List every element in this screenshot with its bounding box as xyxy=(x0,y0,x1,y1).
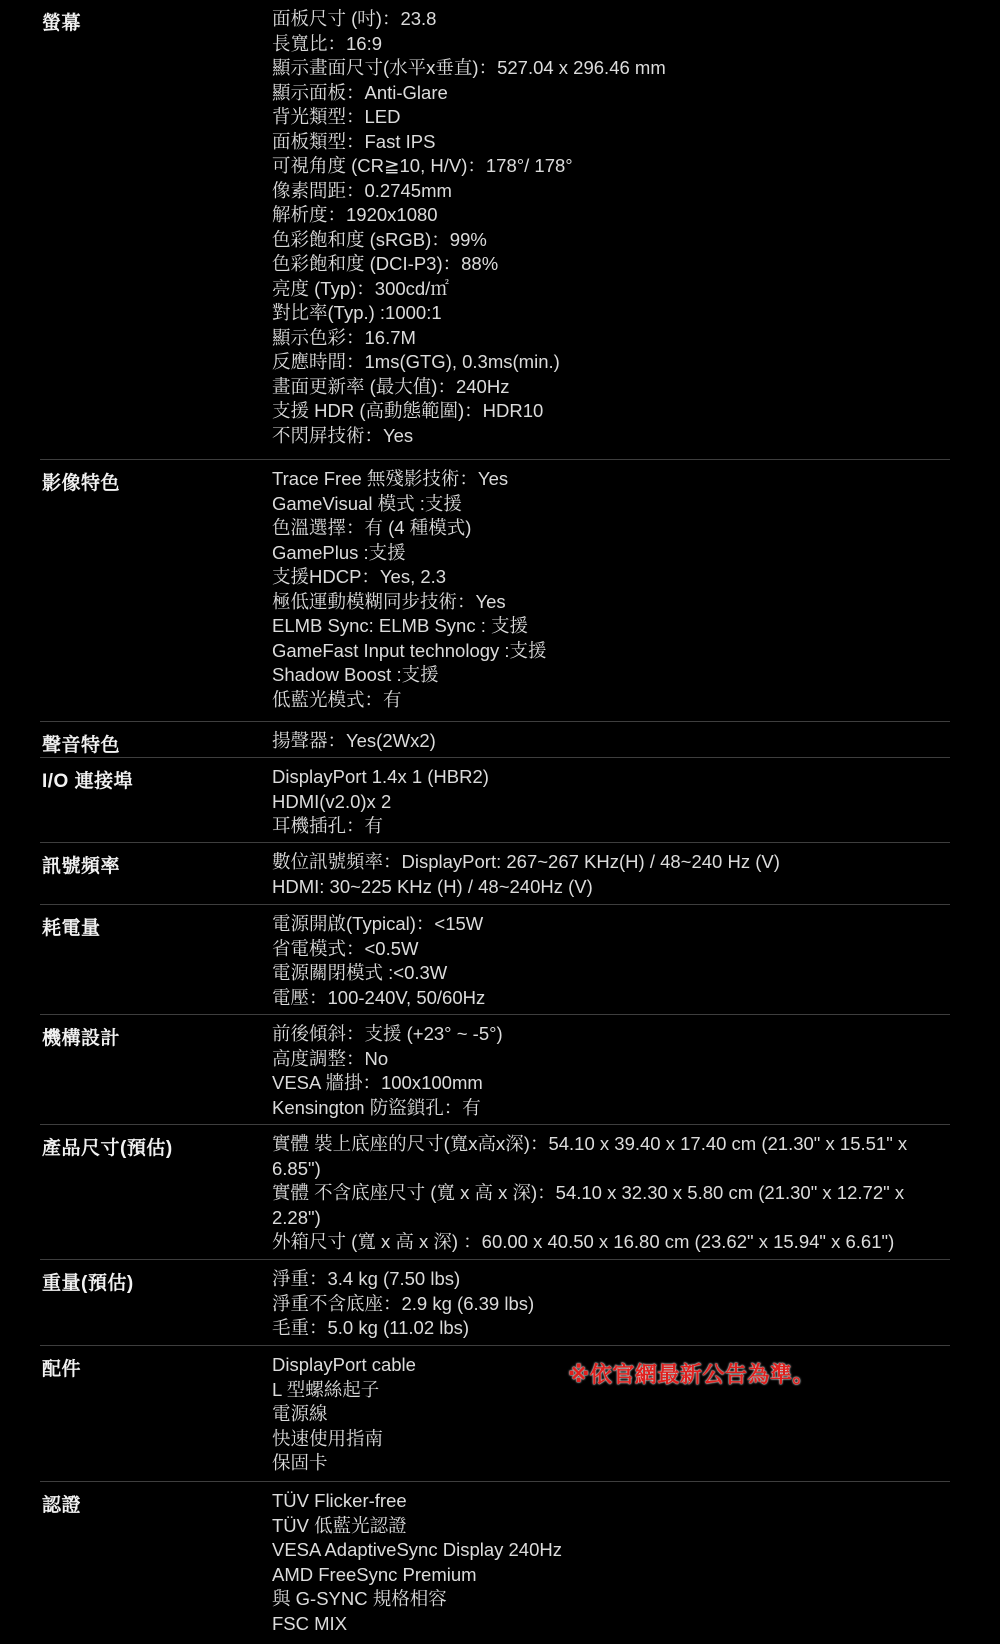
section-lines xyxy=(272,7,952,448)
spec-line: GameFast Input technology :支援 xyxy=(272,639,547,661)
spec-line: 顯示畫面尺寸(水平x垂直)：527.04 x 296.46 mm xyxy=(272,57,666,78)
spec-line: 與 G-SYNC 規格相容 xyxy=(272,1588,447,1609)
section-lines xyxy=(272,729,952,754)
spec-line: 實體 不含底座尺寸 (寬 x 高 x 深)：54.10 x 32.30 x 5.80 cm (21.30" x 12.72" x xyxy=(272,1182,905,1203)
spec-section xyxy=(40,1014,950,1118)
spec-line: 反應時間：1ms(GTG), 0.3ms(min.) xyxy=(272,351,560,372)
spec-section xyxy=(40,1124,950,1252)
section-label: 產品尺寸(預估) xyxy=(42,1138,173,1159)
spec-line: FSC MIX xyxy=(272,1612,348,1634)
spec-line: 電壓：100-240V, 50/60Hz xyxy=(272,986,486,1008)
spec-line: 6.85") xyxy=(272,1157,321,1179)
section-label: 耗電量 xyxy=(42,918,101,939)
spec-line: GamePlus :支援 xyxy=(272,541,406,563)
section-lines xyxy=(272,765,952,839)
spec-line: 低藍光模式：有 xyxy=(272,688,402,710)
spec-line: 外箱尺寸 (寬 x 高 x 深) ：60.00 x 40.50 x 16.80 cm (23.62" x 15.94" x 6.61") xyxy=(272,1231,895,1252)
spec-line: 電源關閉模式 :<0.3W xyxy=(272,962,448,983)
spec-line: 淨重不含底座：2.9 kg (6.39 lbs) xyxy=(272,1292,535,1314)
section-label: 配件 xyxy=(42,1359,82,1380)
spec-line: 高度調整：No xyxy=(272,1047,389,1069)
spec-line: 電源開啟(Typical)：<15W xyxy=(272,913,484,934)
spec-line: 可視角度 (CR≧10, H/V)：178°/ 178° xyxy=(272,155,573,176)
spec-section xyxy=(40,1481,950,1634)
spec-section xyxy=(40,459,950,710)
spec-line: 背光類型：LED xyxy=(272,106,401,127)
section-label: 螢幕 xyxy=(42,13,82,34)
spec-line: DisplayPort cable xyxy=(272,1354,416,1375)
section-lines xyxy=(272,850,952,899)
section-lines xyxy=(272,1132,952,1255)
spec-line: TÜV 低藍光認證 xyxy=(272,1514,407,1536)
section-lines xyxy=(272,1267,952,1341)
spec-line: 解析度：1920x1080 xyxy=(272,204,438,225)
spec-line: 支援 HDR (高動態範圍)：HDR10 xyxy=(272,400,544,421)
spec-line: 保固卡 xyxy=(272,1452,328,1473)
spec-line: Kensington 防盜鎖孔：有 xyxy=(272,1096,481,1118)
section-lines xyxy=(272,912,952,1010)
spec-line: 不閃屏技術：Yes xyxy=(272,424,414,446)
spec-line: 亮度 (Typ)：300cd/㎡ xyxy=(272,277,449,299)
section-label: 機構設計 xyxy=(42,1028,121,1049)
spec-section xyxy=(40,904,950,1008)
section-lines xyxy=(272,1489,952,1636)
spec-section xyxy=(40,721,950,756)
spec-line: HDMI: 30~225 KHz (H) / 48~240Hz (V) xyxy=(272,875,593,897)
section-label: 影像特色 xyxy=(42,473,121,494)
section-lines xyxy=(272,467,952,712)
spec-line: 毛重：5.0 kg (11.02 lbs) xyxy=(272,1317,470,1338)
spec-line: ELMB Sync: ELMB Sync : 支援 xyxy=(272,615,528,636)
section-label: 認證 xyxy=(42,1495,82,1516)
section-label: I/O 連接埠 xyxy=(42,771,134,792)
section-label: 重量(預估) xyxy=(42,1273,134,1294)
spec-line: DisplayPort 1.4x 1 (HBR2) xyxy=(272,766,489,787)
spec-line: 顯示面板：Anti-Glare xyxy=(272,81,448,103)
spec-line: 數位訊號頻率：DisplayPort: 267~267 KHz(H) / 48~240 Hz (V) xyxy=(272,851,780,872)
spec-line: 前後傾斜：支援 (+23° ~ -5°) xyxy=(272,1023,503,1044)
spec-line: Trace Free 無殘影技術：Yes xyxy=(272,468,509,489)
spec-line: 色彩飽和度 (sRGB)：99% xyxy=(272,228,487,250)
spec-line: AMD FreeSync Premium xyxy=(272,1563,477,1585)
spec-line: Shadow Boost :支援 xyxy=(272,664,439,685)
spec-line: 2.28") xyxy=(272,1206,321,1228)
spec-line: HDMI(v2.0)x 2 xyxy=(272,790,392,812)
spec-line: 淨重：3.4 kg (7.50 lbs) xyxy=(272,1268,461,1289)
spec-line: 顯示色彩：16.7M xyxy=(272,326,416,348)
spec-line: 色溫選擇：有 (4 種模式) xyxy=(272,517,472,538)
spec-line: 快速使用指南 xyxy=(272,1427,384,1449)
spec-line: 耳機插孔：有 xyxy=(272,815,384,836)
spec-line: 面板類型：Fast IPS xyxy=(272,130,436,152)
section-lines xyxy=(272,1022,952,1120)
spec-line: 省電模式：<0.5W xyxy=(272,937,419,959)
spec-line: GameVisual 模式 :支援 xyxy=(272,492,462,514)
spec-line: 支援HDCP：Yes, 2.3 xyxy=(272,566,447,587)
spec-line: 對比率(Typ.) :1000:1 xyxy=(272,302,442,323)
spec-line: 揚聲器：Yes(2Wx2) xyxy=(272,730,436,751)
spec-line: 電源線 xyxy=(272,1403,328,1424)
section-label: 聲音特色 xyxy=(42,735,121,756)
spec-line: 極低運動模糊同步技術：Yes xyxy=(272,590,506,612)
spec-section xyxy=(40,1259,950,1338)
spec-line: 色彩飽和度 (DCI-P3)：88% xyxy=(272,253,499,274)
spec-line: 長寬比：16:9 xyxy=(272,32,383,54)
spec-line: 畫面更新率 (最大值)：240Hz xyxy=(272,375,510,397)
spec-line: VESA AdaptiveSync Display 240Hz xyxy=(272,1539,562,1560)
spec-section xyxy=(40,757,950,836)
section-label: 訊號頻率 xyxy=(42,856,121,877)
notice-text: ※依官網最新公告為準。 xyxy=(568,1362,815,1387)
spec-line: TÜV Flicker-free xyxy=(272,1490,407,1511)
spec-line: 實體 裝上底座的尺寸(寬x高x深)：54.10 x 39.40 x 17.40 cm (21.30" x 15.51" x xyxy=(272,1133,908,1154)
spec-section xyxy=(40,842,950,897)
spec-line: L 型螺絲起子 xyxy=(272,1378,380,1400)
spec-line: VESA 牆掛：100x100mm xyxy=(272,1072,483,1093)
spec-line: 面板尺寸 (吋)：23.8 xyxy=(272,8,437,29)
spec-line: 像素間距：0.2745mm xyxy=(272,179,452,201)
